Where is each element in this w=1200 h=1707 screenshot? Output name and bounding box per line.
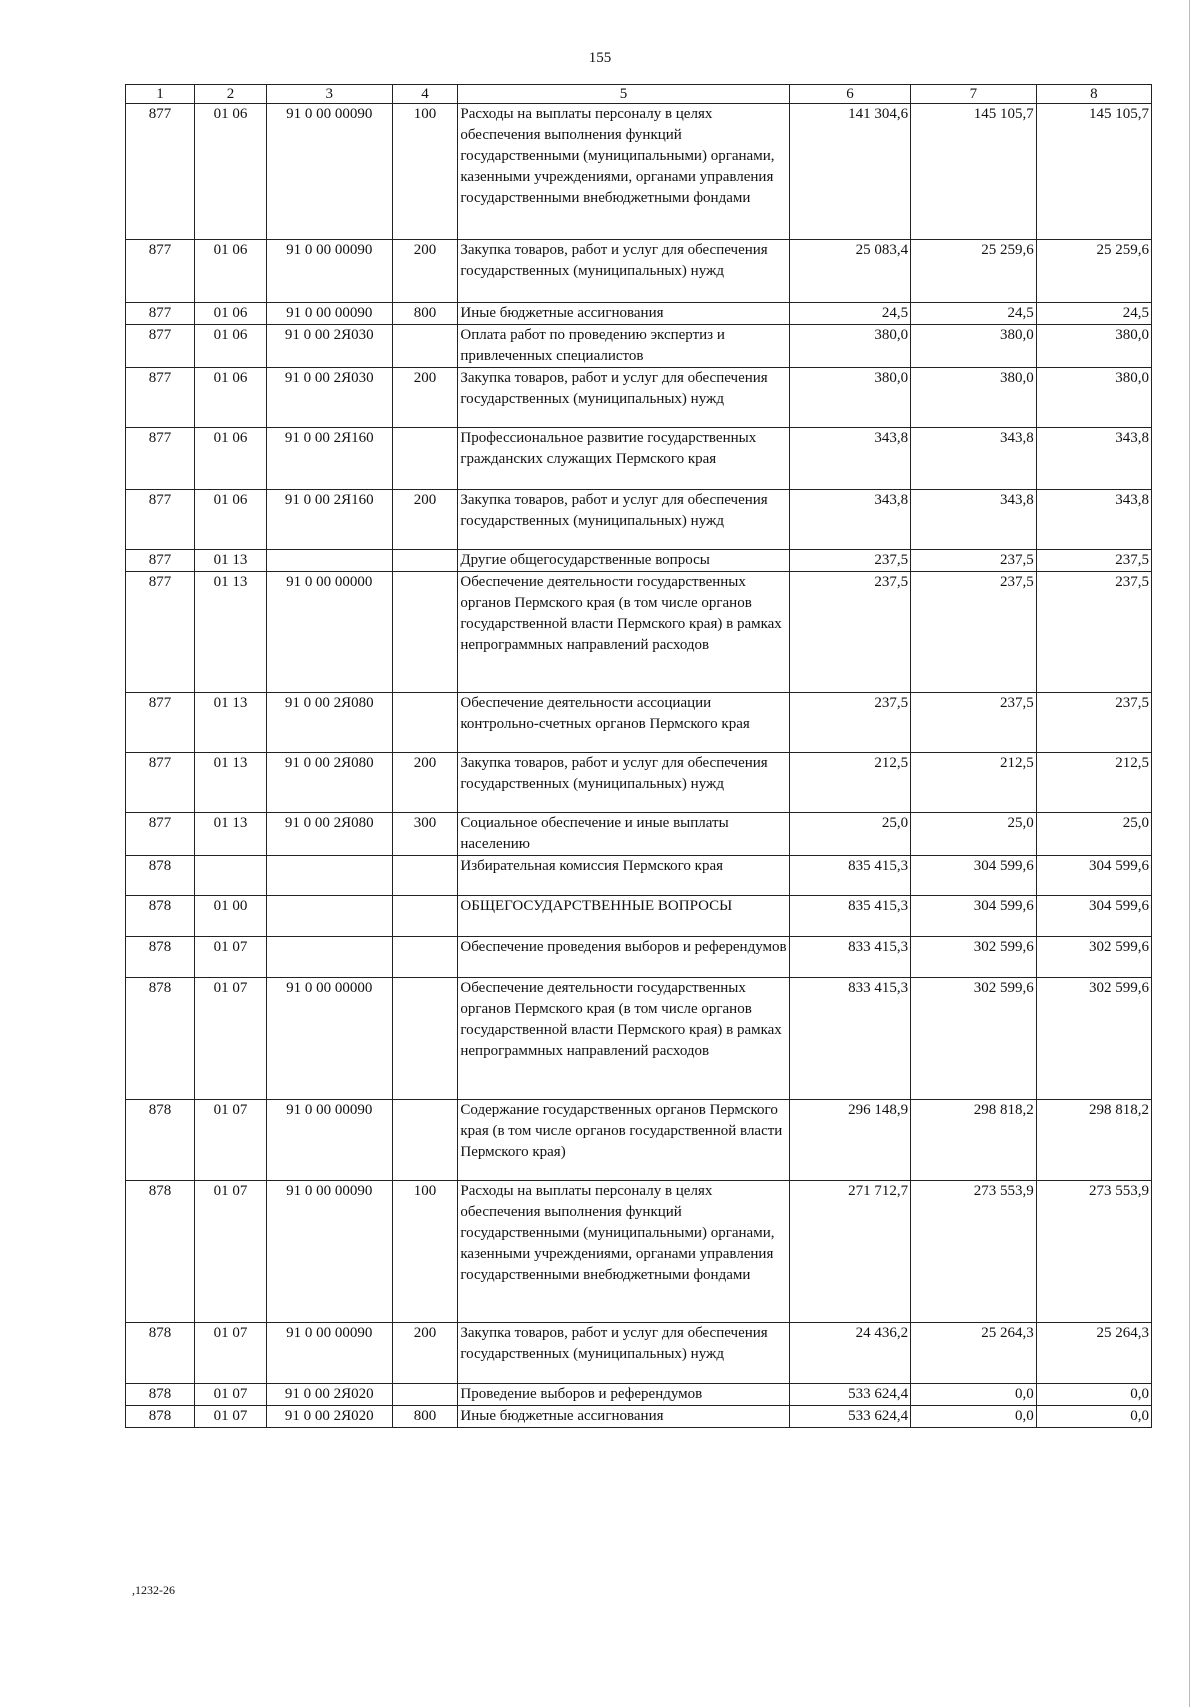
column-header: 2	[194, 85, 266, 104]
cell-section: 01 13	[194, 693, 266, 753]
cell-section: 01 06	[194, 490, 266, 550]
cell-value-6: 237,5	[789, 550, 910, 572]
cell-value-6: 271 712,7	[789, 1181, 910, 1323]
cell-name: Иные бюджетные ассигнования	[458, 1406, 789, 1428]
cell-kind: 300	[392, 813, 458, 856]
cell-kind	[392, 572, 458, 693]
cell-value-8: 25,0	[1036, 813, 1151, 856]
cell-value-8: 237,5	[1036, 572, 1151, 693]
cell-kind	[392, 550, 458, 572]
cell-value-8: 343,8	[1036, 490, 1151, 550]
cell-kind: 200	[392, 1323, 458, 1384]
cell-value-7: 273 553,9	[911, 1181, 1037, 1323]
cell-name: Обеспечение деятельности государственных органов Пермского края (в том числе органов государственной власти Пермского края) в рамках непрограммных направлений расходов	[458, 572, 789, 693]
cell-value-7: 343,8	[911, 490, 1037, 550]
cell-value-8: 0,0	[1036, 1384, 1151, 1406]
cell-kind	[392, 1100, 458, 1181]
cell-value-8: 380,0	[1036, 325, 1151, 368]
cell-section: 01 13	[194, 550, 266, 572]
cell-value-6: 533 624,4	[789, 1384, 910, 1406]
column-header: 3	[266, 85, 392, 104]
cell-code: 877	[126, 550, 195, 572]
cell-code: 878	[126, 1384, 195, 1406]
cell-section: 01 06	[194, 303, 266, 325]
cell-target: 91 0 00 00090	[266, 303, 392, 325]
cell-target: 91 0 00 00090	[266, 1100, 392, 1181]
cell-kind: 100	[392, 104, 458, 240]
table-row	[126, 1181, 1152, 1323]
cell-code: 878	[126, 856, 195, 896]
cell-section: 01 06	[194, 428, 266, 490]
cell-code: 877	[126, 368, 195, 428]
cell-target: 91 0 00 2Я030	[266, 368, 392, 428]
table-body	[126, 104, 1152, 1428]
table-row	[126, 1406, 1152, 1428]
cell-value-6: 343,8	[789, 428, 910, 490]
cell-name: Оплата работ по проведению экспертиз и привлеченных специалистов	[458, 325, 789, 368]
cell-value-8: 25 259,6	[1036, 240, 1151, 303]
cell-target	[266, 550, 392, 572]
cell-value-7: 212,5	[911, 753, 1037, 813]
column-header: 5	[458, 85, 789, 104]
cell-value-6: 24 436,2	[789, 1323, 910, 1384]
cell-value-6: 833 415,3	[789, 978, 910, 1100]
cell-section: 01 07	[194, 978, 266, 1100]
cell-name: Обеспечение деятельности государственных органов Пермского края (в том числе органов государственной власти Пермского края) в рамках непрограммных направлений расходов	[458, 978, 789, 1100]
cell-kind	[392, 1384, 458, 1406]
cell-target: 91 0 00 00090	[266, 1323, 392, 1384]
cell-value-8: 302 599,6	[1036, 978, 1151, 1100]
column-header: 8	[1036, 85, 1151, 104]
cell-value-6: 833 415,3	[789, 937, 910, 978]
cell-value-8: 237,5	[1036, 693, 1151, 753]
cell-code: 877	[126, 693, 195, 753]
cell-code: 878	[126, 1406, 195, 1428]
cell-kind: 800	[392, 303, 458, 325]
cell-value-7: 380,0	[911, 368, 1037, 428]
cell-value-8: 25 264,3	[1036, 1323, 1151, 1384]
cell-value-7: 145 105,7	[911, 104, 1037, 240]
cell-kind	[392, 428, 458, 490]
cell-kind	[392, 325, 458, 368]
cell-value-6: 25 083,4	[789, 240, 910, 303]
cell-name: Избирательная комиссия Пермского края	[458, 856, 789, 896]
cell-section: 01 13	[194, 813, 266, 856]
cell-target: 91 0 00 2Я020	[266, 1406, 392, 1428]
cell-value-6: 343,8	[789, 490, 910, 550]
cell-code: 878	[126, 937, 195, 978]
table-row	[126, 978, 1152, 1100]
cell-name: Расходы на выплаты персоналу в целях обеспечения выполнения функций государственными (муниципальными) органами, казенными учреждениями, органами управления государственными внебюджетными фондами	[458, 104, 789, 240]
cell-value-6: 380,0	[789, 368, 910, 428]
cell-value-6: 835 415,3	[789, 856, 910, 896]
cell-kind: 200	[392, 753, 458, 813]
cell-target: 91 0 00 2Я160	[266, 428, 392, 490]
cell-section: 01 07	[194, 937, 266, 978]
cell-name: Проведение выборов и референдумов	[458, 1384, 789, 1406]
cell-name: Расходы на выплаты персоналу в целях обеспечения выполнения функций государственными (муниципальными) органами, казенными учреждениями, органами управления государственными внебюджетными фондами	[458, 1181, 789, 1323]
cell-code: 877	[126, 753, 195, 813]
cell-kind	[392, 937, 458, 978]
cell-name: Закупка товаров, работ и услуг для обеспечения государственных (муниципальных) нужд	[458, 753, 789, 813]
cell-target: 91 0 00 2Я080	[266, 753, 392, 813]
cell-code: 877	[126, 490, 195, 550]
cell-section: 01 07	[194, 1323, 266, 1384]
table-row	[126, 303, 1152, 325]
cell-value-8: 298 818,2	[1036, 1100, 1151, 1181]
cell-value-6: 237,5	[789, 693, 910, 753]
cell-section: 01 06	[194, 240, 266, 303]
cell-value-6: 25,0	[789, 813, 910, 856]
table-row	[126, 240, 1152, 303]
cell-section: 01 07	[194, 1181, 266, 1323]
cell-value-7: 0,0	[911, 1406, 1037, 1428]
cell-name: Другие общегосударственные вопросы	[458, 550, 789, 572]
cell-code: 877	[126, 572, 195, 693]
cell-kind: 200	[392, 368, 458, 428]
cell-value-8: 145 105,7	[1036, 104, 1151, 240]
cell-section: 01 06	[194, 325, 266, 368]
cell-code: 878	[126, 978, 195, 1100]
cell-value-7: 25 259,6	[911, 240, 1037, 303]
table-header-row	[126, 85, 1152, 104]
cell-value-6: 212,5	[789, 753, 910, 813]
cell-value-7: 380,0	[911, 325, 1037, 368]
cell-section: 01 07	[194, 1384, 266, 1406]
table-row	[126, 1384, 1152, 1406]
cell-value-7: 302 599,6	[911, 978, 1037, 1100]
cell-code: 877	[126, 813, 195, 856]
column-header: 6	[789, 85, 910, 104]
cell-name: Содержание государственных органов Пермского края (в том числе органов государственной власти Пермского края)	[458, 1100, 789, 1181]
cell-value-8: 343,8	[1036, 428, 1151, 490]
cell-code: 877	[126, 240, 195, 303]
cell-kind	[392, 856, 458, 896]
scan-edge-line	[1189, 0, 1190, 1707]
cell-section: 01 06	[194, 368, 266, 428]
cell-value-7: 304 599,6	[911, 896, 1037, 937]
cell-section: 01 13	[194, 572, 266, 693]
cell-value-8: 380,0	[1036, 368, 1151, 428]
cell-value-7: 237,5	[911, 550, 1037, 572]
cell-value-6: 24,5	[789, 303, 910, 325]
cell-target: 91 0 00 00000	[266, 572, 392, 693]
cell-value-6: 835 415,3	[789, 896, 910, 937]
cell-name: Иные бюджетные ассигнования	[458, 303, 789, 325]
cell-code: 878	[126, 1100, 195, 1181]
table-row	[126, 856, 1152, 896]
cell-value-8: 237,5	[1036, 550, 1151, 572]
table-row	[126, 490, 1152, 550]
cell-value-6: 296 148,9	[789, 1100, 910, 1181]
cell-value-8: 0,0	[1036, 1406, 1151, 1428]
table-row	[126, 104, 1152, 240]
cell-value-6: 533 624,4	[789, 1406, 910, 1428]
cell-value-8: 273 553,9	[1036, 1181, 1151, 1323]
cell-code: 877	[126, 104, 195, 240]
cell-name: Социальное обеспечение и иные выплаты населению	[458, 813, 789, 856]
table-row	[126, 1323, 1152, 1384]
table-row	[126, 896, 1152, 937]
budget-table	[125, 84, 1152, 1428]
cell-section: 01 06	[194, 104, 266, 240]
column-header: 1	[126, 85, 195, 104]
cell-name: Закупка товаров, работ и услуг для обеспечения государственных (муниципальных) нужд	[458, 240, 789, 303]
cell-name: Профессиональное развитие государственных гражданских служащих Пермского края	[458, 428, 789, 490]
cell-target: 91 0 00 2Я080	[266, 813, 392, 856]
cell-target	[266, 856, 392, 896]
cell-target: 91 0 00 2Я080	[266, 693, 392, 753]
cell-section: 01 07	[194, 1100, 266, 1181]
cell-value-8: 24,5	[1036, 303, 1151, 325]
cell-value-7: 25 264,3	[911, 1323, 1037, 1384]
table-row	[126, 428, 1152, 490]
table-row	[126, 572, 1152, 693]
cell-value-7: 237,5	[911, 693, 1037, 753]
column-header: 7	[911, 85, 1037, 104]
column-header: 4	[392, 85, 458, 104]
table-row	[126, 325, 1152, 368]
page-number: 155	[588, 50, 612, 66]
cell-target: 91 0 00 00000	[266, 978, 392, 1100]
cell-kind: 200	[392, 490, 458, 550]
cell-code: 877	[126, 303, 195, 325]
cell-value-7: 25,0	[911, 813, 1037, 856]
cell-section: 01 07	[194, 1406, 266, 1428]
table-row	[126, 813, 1152, 856]
cell-value-8: 302 599,6	[1036, 937, 1151, 978]
cell-name: Закупка товаров, работ и услуг для обеспечения государственных (муниципальных) нужд	[458, 368, 789, 428]
cell-kind	[392, 693, 458, 753]
cell-code: 878	[126, 896, 195, 937]
cell-section	[194, 856, 266, 896]
cell-target: 91 0 00 00090	[266, 240, 392, 303]
table-row	[126, 368, 1152, 428]
document-code: ,1232-26	[132, 1583, 175, 1597]
cell-kind: 100	[392, 1181, 458, 1323]
cell-value-8: 304 599,6	[1036, 856, 1151, 896]
cell-code: 878	[126, 1323, 195, 1384]
table-row	[126, 937, 1152, 978]
table-row	[126, 550, 1152, 572]
cell-target: 91 0 00 2Я160	[266, 490, 392, 550]
cell-target: 91 0 00 00090	[266, 1181, 392, 1323]
cell-section: 01 13	[194, 753, 266, 813]
cell-value-7: 304 599,6	[911, 856, 1037, 896]
cell-value-8: 212,5	[1036, 753, 1151, 813]
table-row	[126, 753, 1152, 813]
cell-value-8: 304 599,6	[1036, 896, 1151, 937]
cell-name: Закупка товаров, работ и услуг для обеспечения государственных (муниципальных) нужд	[458, 490, 789, 550]
table-row	[126, 1100, 1152, 1181]
cell-kind	[392, 896, 458, 937]
cell-kind: 200	[392, 240, 458, 303]
cell-value-7: 343,8	[911, 428, 1037, 490]
cell-value-7: 302 599,6	[911, 937, 1037, 978]
cell-kind	[392, 978, 458, 1100]
cell-section: 01 00	[194, 896, 266, 937]
cell-target	[266, 937, 392, 978]
cell-name: Обеспечение деятельности ассоциации контрольно-счетных органов Пермского края	[458, 693, 789, 753]
cell-code: 878	[126, 1181, 195, 1323]
cell-name: Закупка товаров, работ и услуг для обеспечения государственных (муниципальных) нужд	[458, 1323, 789, 1384]
cell-value-7: 298 818,2	[911, 1100, 1037, 1181]
cell-target: 91 0 00 00090	[266, 104, 392, 240]
cell-code: 877	[126, 325, 195, 368]
cell-code: 877	[126, 428, 195, 490]
cell-target: 91 0 00 2Я030	[266, 325, 392, 368]
cell-value-6: 237,5	[789, 572, 910, 693]
cell-name: Обеспечение проведения выборов и референдумов	[458, 937, 789, 978]
cell-value-7: 24,5	[911, 303, 1037, 325]
cell-target: 91 0 00 2Я020	[266, 1384, 392, 1406]
cell-value-7: 0,0	[911, 1384, 1037, 1406]
cell-value-7: 237,5	[911, 572, 1037, 693]
cell-target	[266, 896, 392, 937]
cell-kind: 800	[392, 1406, 458, 1428]
cell-value-6: 141 304,6	[789, 104, 910, 240]
cell-value-6: 380,0	[789, 325, 910, 368]
table-row	[126, 693, 1152, 753]
cell-name: ОБЩЕГОСУДАРСТВЕННЫЕ ВОПРОСЫ	[458, 896, 789, 937]
